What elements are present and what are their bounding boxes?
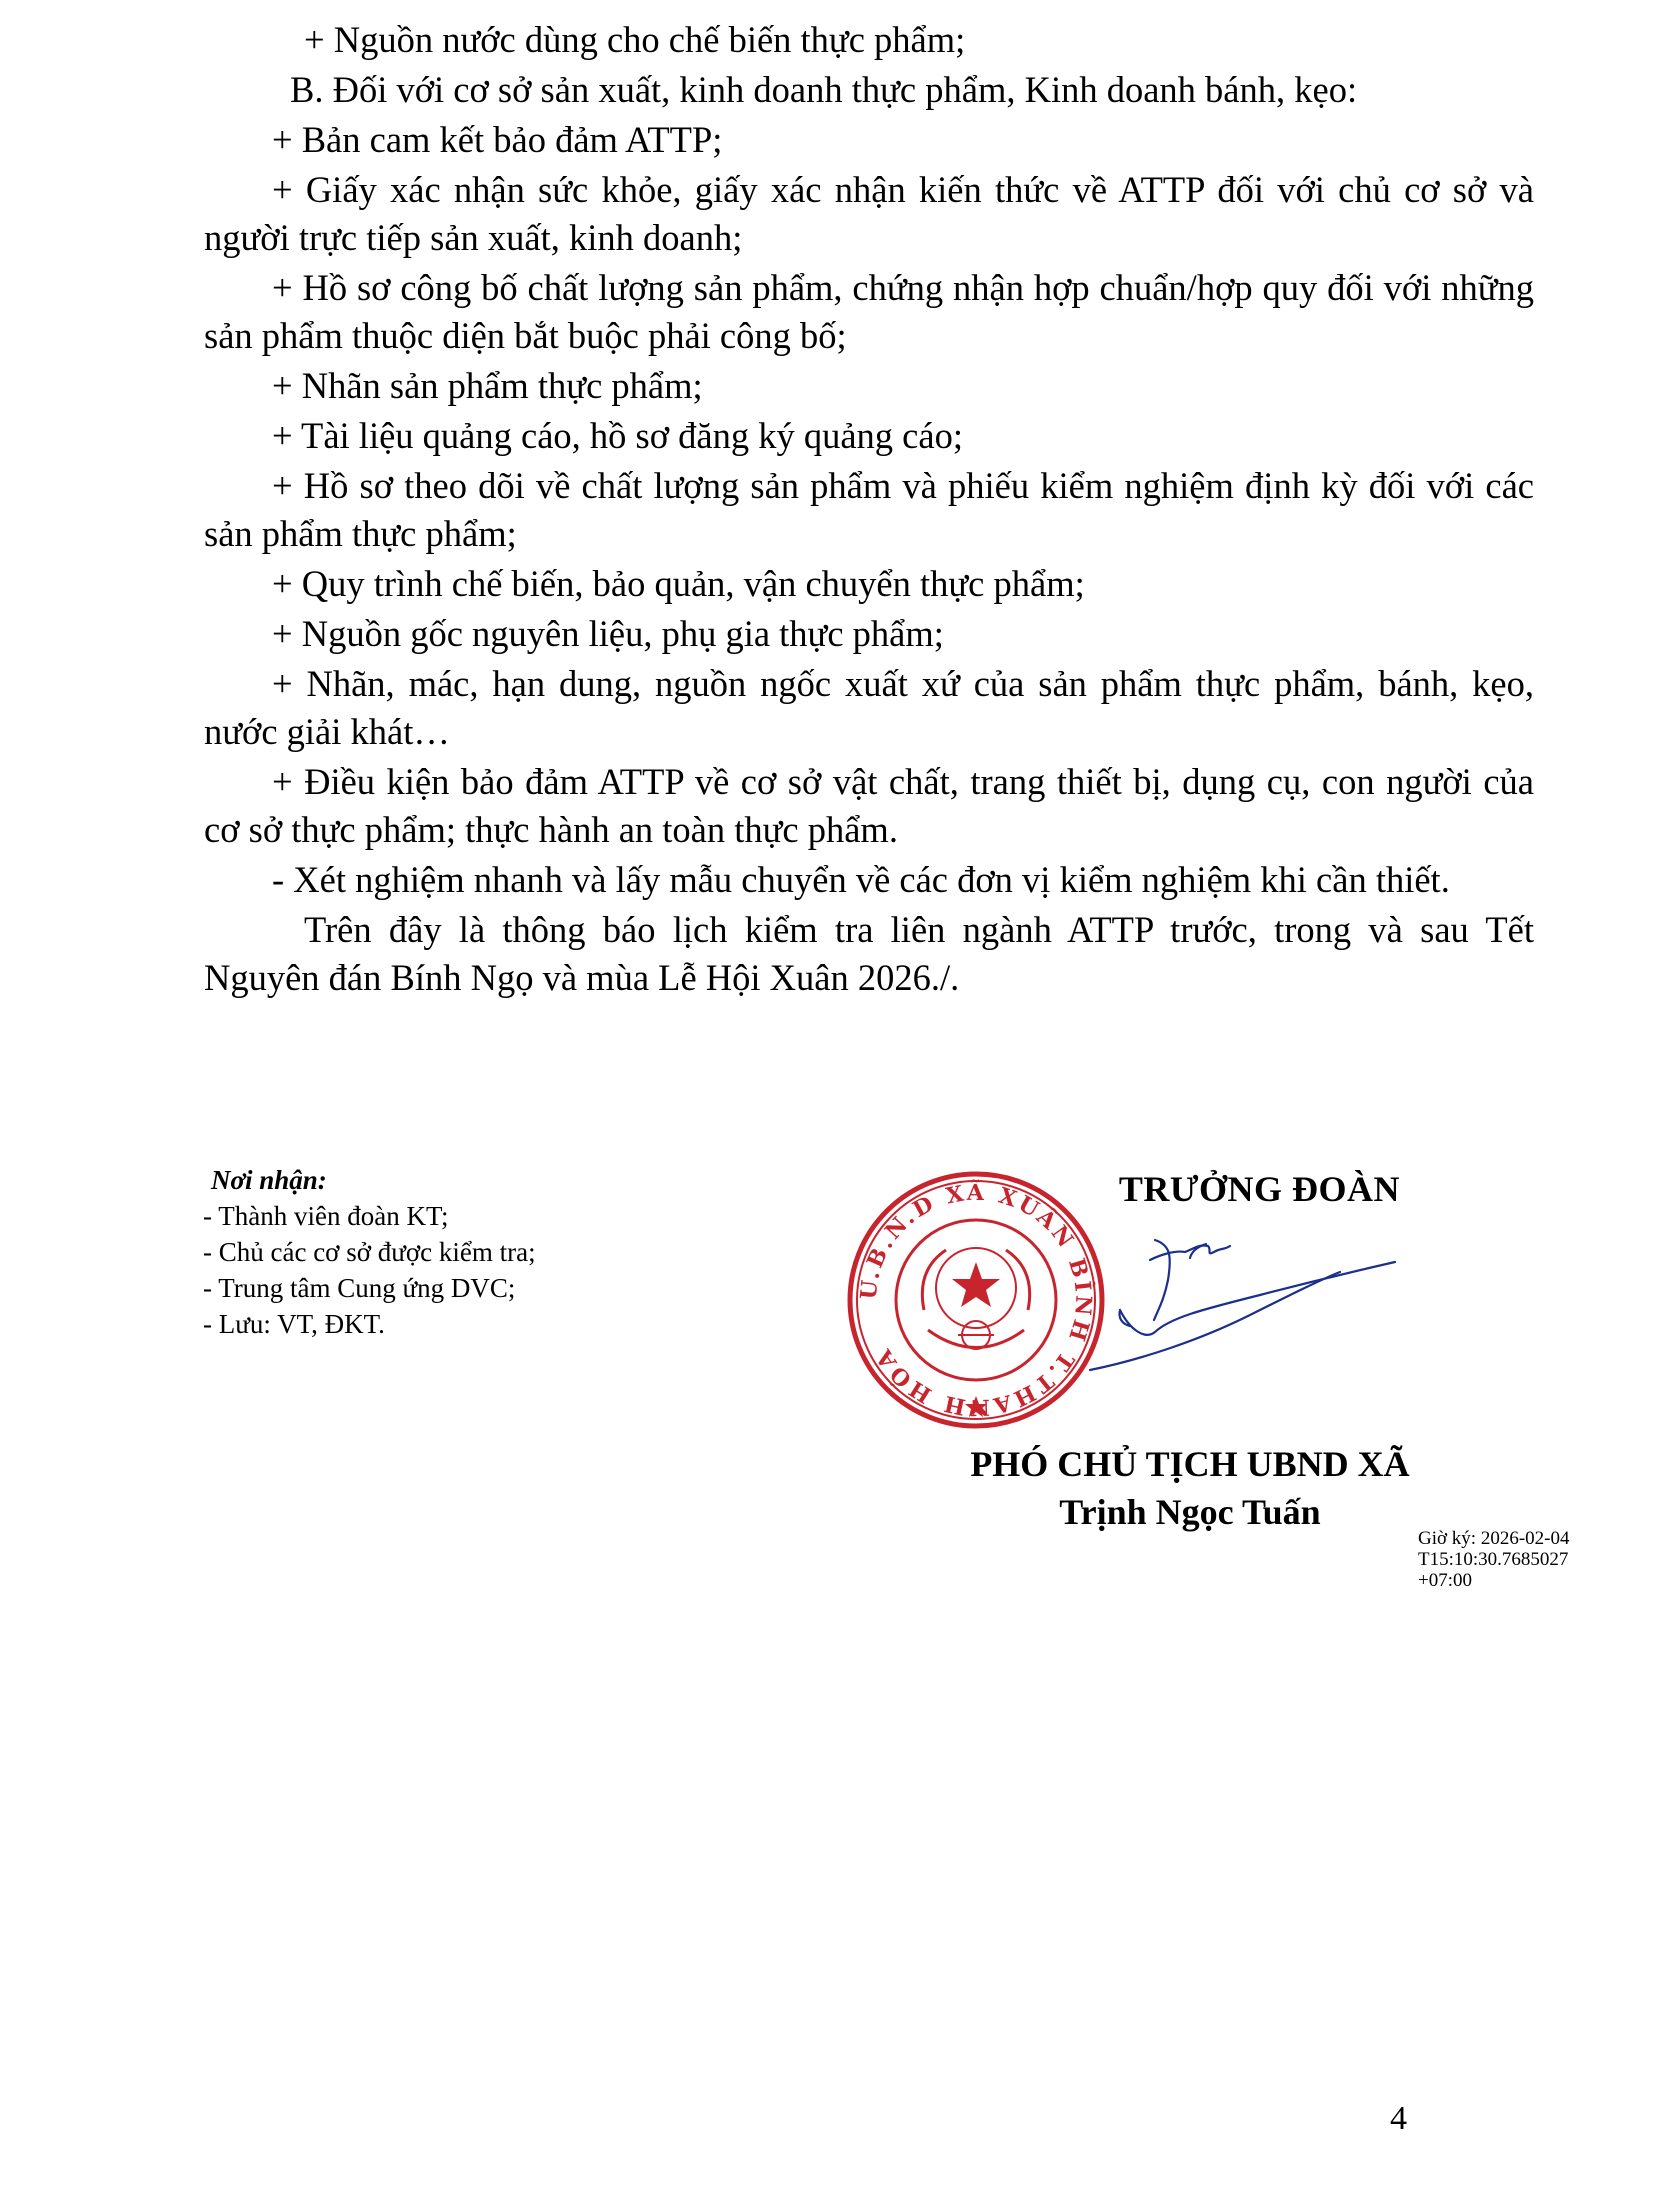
document-body: [204, 16, 1534, 1004]
paragraph: + Nguồn nước dùng cho chế biến thực phẩm;: [304, 19, 966, 60]
closing-paragraph: Trên đây là thông báo lịch kiểm tra liên ngành ATTP trước, trong và sau Tết Nguyên đán Bính Ngọ và mùa Lễ Hội Xuân 2026./.: [204, 909, 1534, 998]
recipients-block: [203, 1162, 536, 1342]
signer-position: PHÓ CHỦ TỊCH UBND XÃ: [970, 1444, 1410, 1484]
paragraph: B. Đối với cơ sở sản xuất, kinh doanh thực phẩm, Kinh doanh bánh, kẹo:: [290, 69, 1358, 110]
paragraph: + Quy trình chế biến, bảo quản, vận chuyển thực phẩm;: [272, 563, 1085, 604]
recipients-title: Nơi nhận:: [211, 1165, 327, 1195]
paragraph: + Điều kiện bảo đảm ATTP về cơ sở vật chất, trang thiết bị, dụng cụ, con người của cơ sở thực phẩm; thực hành an toàn thực phẩm.: [204, 761, 1534, 850]
digital-sign-time: Giờ ký: 2026-02-04T15:10:30.7685027+07:00: [1418, 1528, 1570, 1591]
recipient-item: - Lưu: VT, ĐKT.: [203, 1309, 385, 1339]
paragraph: + Hồ sơ theo dõi về chất lượng sản phẩm và phiếu kiểm nghiệm định kỳ đối với các sản phẩm thực phẩm;: [204, 465, 1534, 554]
signer-title: TRƯỞNG ĐOÀN: [1118, 1169, 1400, 1209]
signer-name: Trịnh Ngọc Tuấn: [1059, 1492, 1321, 1532]
paragraph: - Xét nghiệm nhanh và lấy mẫu chuyển về các đơn vị kiểm nghiệm khi cần thiết.: [272, 859, 1450, 900]
paragraph: + Nguồn gốc nguyên liệu, phụ gia thực phẩm;: [272, 613, 944, 654]
handwritten-signature-icon: [1060, 1200, 1400, 1390]
recipient-item: - Thành viên đoàn KT;: [203, 1201, 449, 1231]
paragraph: + Nhãn sản phẩm thực phẩm;: [272, 365, 703, 406]
page-number: 4: [1390, 2100, 1407, 2137]
paragraph: + Hồ sơ công bố chất lượng sản phẩm, chứng nhận hợp chuẩn/hợp quy đối với những sản phẩm thuộc diện bắt buộc phải công bố;: [204, 267, 1534, 356]
recipient-item: - Chủ các cơ sở được kiểm tra;: [203, 1237, 536, 1267]
paragraph: + Bản cam kết bảo đảm ATTP;: [272, 119, 723, 160]
paragraph: + Nhãn, mác, hạn dung, nguồn ngốc xuất xứ của sản phẩm thực phẩm, bánh, kẹo, nước giải khát…: [204, 663, 1534, 752]
paragraph: + Giấy xác nhận sức khỏe, giấy xác nhận kiến thức về ATTP đối với chủ cơ sở và người trực tiếp sản xuất, kinh doanh;: [204, 169, 1534, 258]
recipient-item: - Trung tâm Cung ứng DVC;: [203, 1273, 516, 1303]
paragraph: + Tài liệu quảng cáo, hồ sơ đăng ký quảng cáo;: [272, 415, 963, 456]
seal-text: U.B.N.D XÃ XUÂN BÌNH T.THANH HÓA: [855, 1179, 1097, 1421]
